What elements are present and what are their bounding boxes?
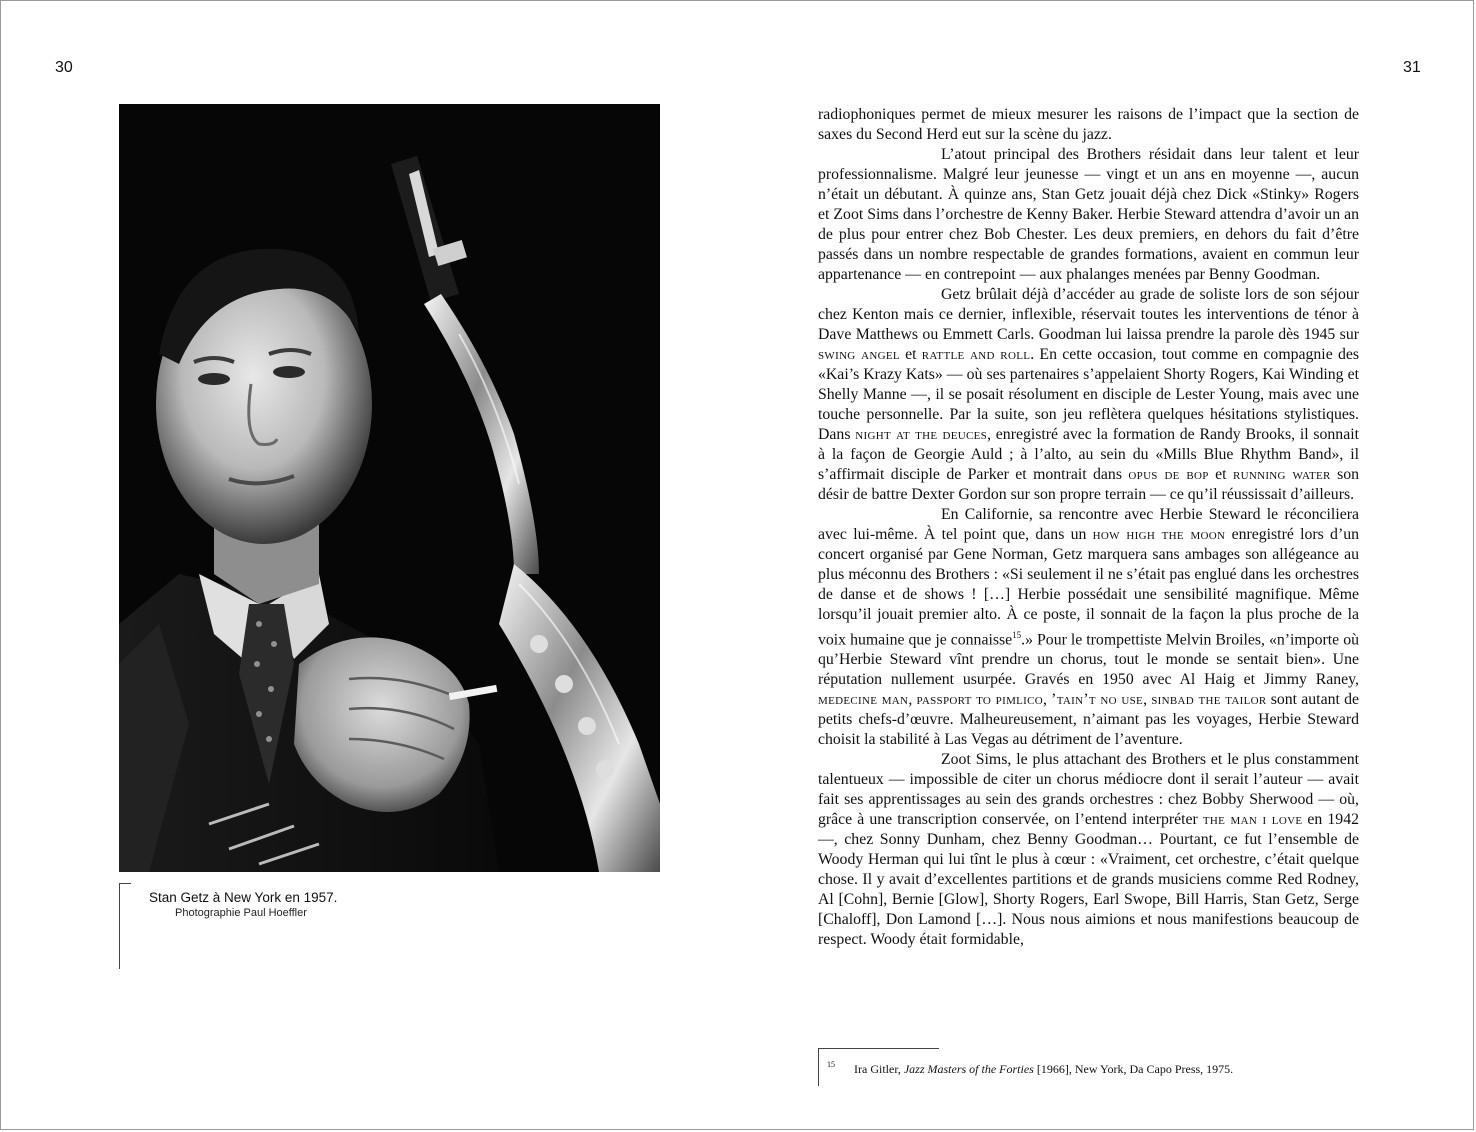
photo-caption [149, 889, 409, 920]
footnote-author: Ira Gitler, [854, 1062, 901, 1076]
song-title: ’tain’t no use [1051, 691, 1144, 709]
photo-illustration [119, 104, 660, 872]
song-title: medecine man [818, 691, 909, 709]
song-title: swing angel [818, 346, 900, 363]
footnote [827, 1057, 1347, 1077]
song-title: running water [1232, 466, 1331, 483]
footnote-book-title: Jazz Masters of the Forties [903, 1062, 1034, 1076]
footnote-details: [1966], New York, Da Capo Press, 1975. [1036, 1062, 1234, 1076]
page-number-left: 30 [55, 59, 73, 76]
paragraph-2: Getz brûlait déjà d’accéder au grade de soliste lors de son séjour chez Kenton mais ce dernier, inflexible, réservait toutes les interventions de ténor à Dave Matthews ou Emmett Carls. Goodman lui laissa prendre la parole dès 1945 sur swing angel et rattle and roll. En cette occasion, tout comme en compagnie des «Kai’s Krazy Kats» — où ses partenaires s’appelaient Shorty Rogers, Kai Winding et Shelly Manne —, il se posait résolument en disciple de Lester Young, mais avec une touche personnelle. Par la suite, son jeu reflètera quelques hésitations stylistiques. Dans night at the deuces, enregistré avec la formation de Randy Brooks, il sonnait à la façon de Georgie Auld ; à l’alto, au sein du «Mills Blue Rhythm Band», il s’affirmait disciple de Parker et montrait dans opus de bop et running water son désir de battre Dexter Gordon sur son propre terrain — ce qu’il réussissait d’ailleurs. [818, 286, 1360, 503]
caption-credit: Photographie Paul Hoeffler [175, 907, 307, 919]
paragraph-1: L’atout principal des Brothers résidait dans leur talent et leur professionnalisme. Malgré leur jeunesse — vingt et un ans en moyenne —, aucun n’était un débutant. À quinze ans, Stan Getz jouait déjà chez Dick «Stinky» Rogers et Zoot Sims dans l’orchestre de Kenny Baker. Herbie Steward attendra d’avoir un an de plus pour entrer chez Bob Chester. Les deux premiers, en dehors du fait d’être passés dans un nombre respectable de grandes formations, avaient en commun leur appartenance — en contrepoint — aux phalanges menées par Benny Goodman. [818, 146, 1359, 283]
paragraph-0: radiophoniques permet de mieux mesurer les raisons de l’impact que la section de saxes du Second Herd eut sur la scène du jazz. [818, 106, 1359, 143]
photo-stan-getz [119, 104, 660, 872]
body-text [818, 105, 1359, 950]
paragraph-3: En Californie, sa rencontre avec Herbie Steward le réconciliera avec lui-même. À tel point que, dans un how high the moon enregistré lors d’un concert organisé par Gene Norman, Getz marquera sans ambages son allégeance au plus méconnu des Brothers : «Si seulement il ne s’était pas englué dans les orchestres de danse et de shows ! […] Herbie possédait une sensibilité magnifique. Même lorsqu’il jouait premier alto. À ce poste, il sonnait de la façon la plus proche de la voix humaine que je connaisse$^{15}$.» Pour le trompettiste Melvin Broiles, «n’importe où qu’Herbie Steward vînt prendre un chorus, tout le monde se sentait bien». Une réputation nullement usurpée. Gravés en 1950 avec Al Haig et Jimmy Raney, medecine man, passport to pimlico, ’tain’t no use, sinbad the tailor sont autant de petits chefs-d’œuvre. Malheureusement, n’aimant pas les voyages, Herbie Steward choisit la stabilité à Las Vegas au détriment de l’aventure. [818, 506, 1360, 749]
song-title: rattle and roll [921, 346, 1031, 363]
footnote-rule-horizontal [818, 1048, 939, 1049]
footnote-rule-vertical [818, 1048, 819, 1086]
song-title: opus de bop [1128, 466, 1209, 483]
song-title: the man i love [1202, 811, 1303, 829]
page-number-right: 31 [1403, 59, 1421, 76]
song-title: how high the moon [1092, 526, 1226, 543]
caption-title: Stan Getz à New York en 1957. [149, 890, 338, 905]
song-title: passport to pimlico [916, 691, 1044, 709]
caption-rule [119, 883, 120, 969]
song-title: sinbad the tailor [1151, 691, 1267, 709]
caption-rule-top [119, 883, 131, 884]
footnote-number: 15 [827, 1060, 835, 1069]
paragraph-4: Zoot Sims, le plus attachant des Brothers et le plus constamment talentueux — impossible de citer un chorus médiocre dont il serait l’auteur — avait fait ses apprentissages au sein des grands orchestres : chez Bobby Sherwood — où, grâce à une transcription conservée, on l’entend interpréter the man i love en 1942 —, chez Sonny Dunham, chez Benny Goodman… Pourtant, ce fut l’ensemble de Woody Herman qui lui tînt le plus à cœur : «Vraiment, cet orchestre, c’était quelque chose. Il y avait d’excellentes partitions et de grands musiciens comme Red Rodney, Al [Cohn], Bernie [Glow], Shorty Rogers, Earl Swope, Bill Harris, Stan Getz, Serge [Chaloff], Don Lamond […]. Nous nous aimions et nous manifestions beaucoup de respect. Woody était formidable, [818, 751, 1359, 949]
song-title: night at the deuces [855, 426, 988, 443]
footnote-ref: 15 [1012, 630, 1022, 640]
